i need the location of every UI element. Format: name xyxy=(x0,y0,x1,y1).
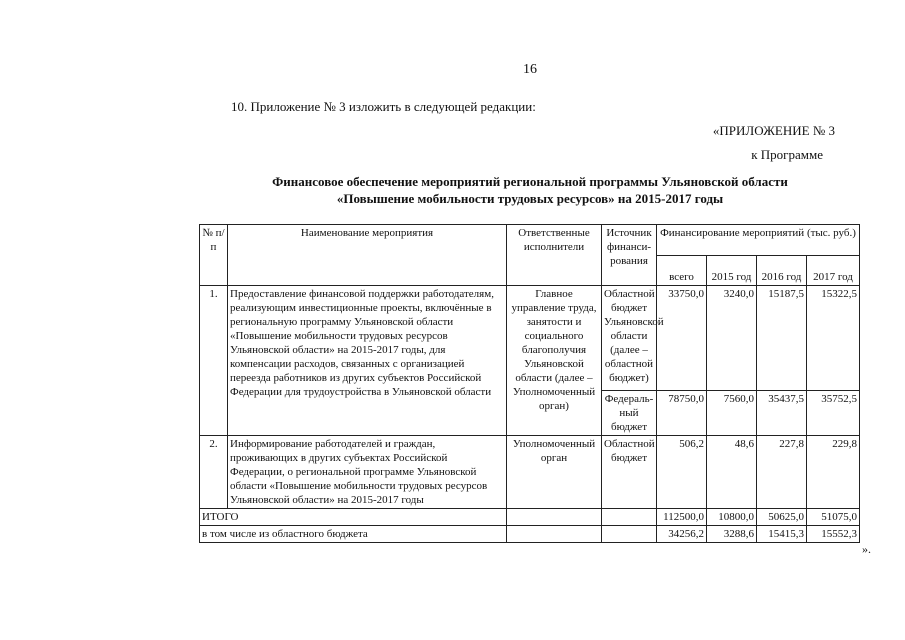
document-heading xyxy=(220,173,840,207)
header-2015: 2015 год xyxy=(707,255,757,286)
row2-2017: 229,8 xyxy=(807,436,860,509)
heading-line-1: Финансовое обеспечение мероприятий региональной программы Ульяновской области xyxy=(272,174,788,189)
row1-num: 1. xyxy=(200,286,228,436)
header-executors: Ответственные исполнители xyxy=(507,225,602,286)
total-empty-source xyxy=(602,509,657,526)
regional-2017: 15552,3 xyxy=(807,526,860,543)
row1-executor xyxy=(507,286,602,436)
table-header-row xyxy=(200,225,860,256)
row2-total: 506,2 xyxy=(657,436,707,509)
financing-table xyxy=(199,224,860,543)
regional-label: в том числе из областного бюджета xyxy=(200,526,507,543)
table-row xyxy=(200,436,860,509)
row2-num: 2. xyxy=(200,436,228,509)
header-name: Наименование мероприятия xyxy=(228,225,507,286)
closing-quote-mark: ». xyxy=(862,542,871,556)
regional-empty-executor xyxy=(507,526,602,543)
appendix-subtitle: к Программе xyxy=(751,147,823,162)
row1-2016-b: 35437,5 xyxy=(757,391,807,436)
row1-source-b: Федераль- ный бюджет xyxy=(602,391,657,436)
row1-executor-a: Главное управление труда, занятости и социального благополучия Ульяновской области (далее – xyxy=(511,288,597,384)
row2-executor: Уполномоченный орган xyxy=(507,436,602,509)
row1-total-b: 78750,0 xyxy=(657,391,707,436)
header-2016: 2016 год xyxy=(757,255,807,286)
row1-2015-a: 3240,0 xyxy=(707,286,757,391)
total-label: ИТОГО xyxy=(200,509,507,526)
row1-2017-a: 15322,5 xyxy=(807,286,860,391)
row1-2015-b: 7560,0 xyxy=(707,391,757,436)
row1-executor-b: Уполномоченный орган) xyxy=(512,386,596,412)
heading-line-2: «Повышение мобильности трудовых ресурсов» на 2015-2017 годы xyxy=(336,191,724,206)
header-financing: Финансирование мероприятий (тыс. руб.) xyxy=(657,225,860,256)
row1-2016-a: 15187,5 xyxy=(757,286,807,391)
row1-total-a: 33750,0 xyxy=(657,286,707,391)
row1-source-a: Областной бюджет Ульяновской области (далее – областной бюджет) xyxy=(602,286,657,391)
row2-name: Информирование работодателей и граждан, проживающих в других субъектах Российской Федерации, о региональной программе Ульяновской области «Повышение мобильности трудовых ресурсов Ульяновской области» на 2015-2017 годы xyxy=(228,436,507,509)
table-row xyxy=(200,286,860,391)
regional-2015: 3288,6 xyxy=(707,526,757,543)
row1-name: Предоставление финансовой поддержки работодателям, реализующим инвестиционные проекты, включённые в региональную программу Ульяновской области «Повышение мобильности трудовых ресурсов Ульяновской области» на 2015-2017 годы, для компенсации расходов, связанных с организацией переезда работников из других субъектов Российской Федерации для трудоустройства в Ульяновской области xyxy=(228,286,507,436)
regional-2016: 15415,3 xyxy=(757,526,807,543)
row2-source: Областной бюджет xyxy=(602,436,657,509)
total-total: 112500,0 xyxy=(657,509,707,526)
header-total: всего xyxy=(657,255,707,286)
regional-empty-source xyxy=(602,526,657,543)
row2-2016: 227,8 xyxy=(757,436,807,509)
row2-2015: 48,6 xyxy=(707,436,757,509)
total-2016: 50625,0 xyxy=(757,509,807,526)
header-source: Источник финанси- рования xyxy=(602,225,657,286)
page-number: 16 xyxy=(523,62,537,77)
header-2017: 2017 год xyxy=(807,255,860,286)
header-num: № п/п xyxy=(200,225,228,286)
total-row xyxy=(200,509,860,526)
row1-2017-b: 35752,5 xyxy=(807,391,860,436)
intro-text: 10. Приложение № 3 изложить в следующей редакции: xyxy=(231,99,536,114)
regional-budget-row xyxy=(200,526,860,543)
appendix-title: «ПРИЛОЖЕНИЕ № 3 xyxy=(712,123,835,138)
total-2015: 10800,0 xyxy=(707,509,757,526)
total-2017: 51075,0 xyxy=(807,509,860,526)
regional-total: 34256,2 xyxy=(657,526,707,543)
total-empty-executor xyxy=(507,509,602,526)
